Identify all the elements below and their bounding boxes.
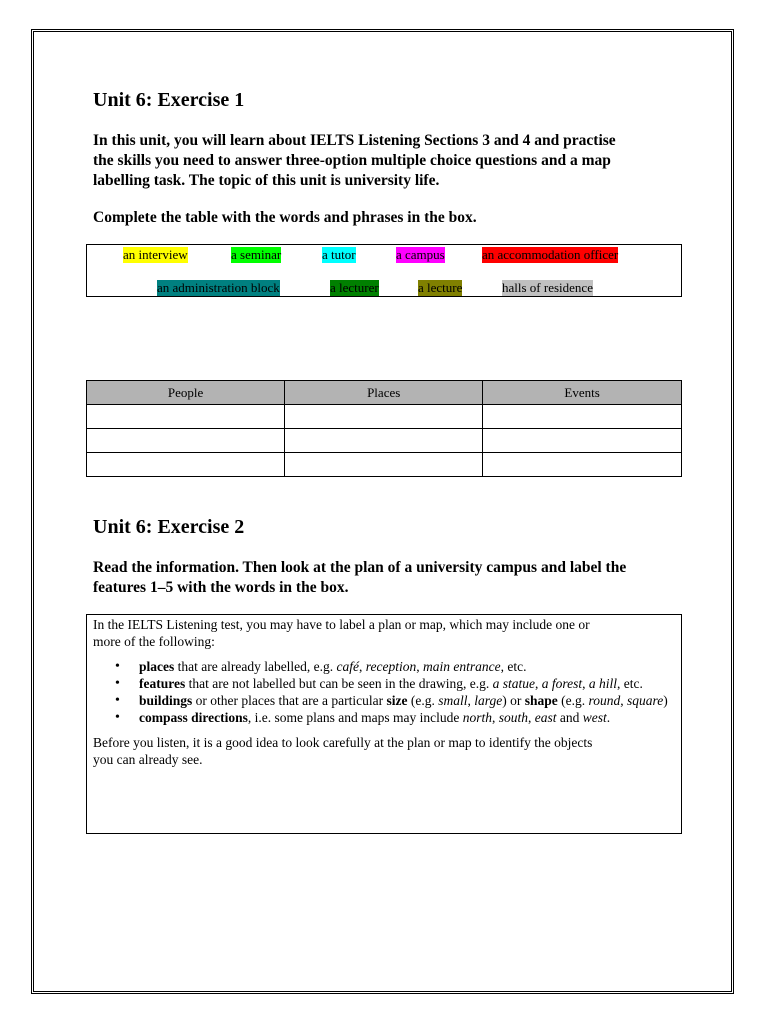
table-header-people: People xyxy=(87,381,285,405)
table-cell[interactable] xyxy=(483,453,682,477)
info-outro-line: you can already see. xyxy=(93,752,203,767)
word-chip: halls of residence xyxy=(502,280,593,295)
exercise-1-intro xyxy=(93,131,693,191)
table-header-row xyxy=(87,381,682,405)
info-bullet-list xyxy=(93,658,675,726)
bullet-places: • places that are already labelled, e.g. café, reception, main entrance, etc. xyxy=(139,658,675,675)
word-chip: a seminar xyxy=(231,247,282,262)
table-row xyxy=(87,405,682,429)
exercise-2-title: Unit 6: Exercise 2 xyxy=(93,516,245,538)
word-chip: a lecturer xyxy=(330,280,379,295)
info-intro-line: more of the following: xyxy=(93,634,215,649)
word-chip: an administration block xyxy=(157,280,280,295)
intro-line: labelling task. The topic of this unit is university life. xyxy=(93,172,440,189)
info-intro xyxy=(93,616,675,650)
info-outro xyxy=(93,734,675,768)
table-cell[interactable] xyxy=(285,429,483,453)
table-row xyxy=(87,453,682,477)
table-cell[interactable] xyxy=(87,453,285,477)
word-chip: a tutor xyxy=(322,247,356,262)
word-chip: a lecture xyxy=(418,280,463,295)
exercise-1-title: Unit 6: Exercise 1 xyxy=(93,89,245,111)
word-chip: an interview xyxy=(123,247,188,262)
table-cell[interactable] xyxy=(285,405,483,429)
bullet-compass: • compass directions, i.e. some plans and maps may include north, south, east and west. xyxy=(139,709,675,726)
info-outro-line: Before you listen, it is a good idea to look carefully at the plan or map to identify the objects xyxy=(93,735,593,750)
classification-table xyxy=(86,380,682,477)
instruction-line: features 1–5 with the words in the box. xyxy=(93,579,349,596)
word-chip: an accommodation officer xyxy=(482,247,619,262)
table-cell[interactable] xyxy=(87,429,285,453)
word-chip: a campus xyxy=(396,247,445,262)
table-cell[interactable] xyxy=(285,453,483,477)
instruction-line: Read the information. Then look at the plan of a university campus and label the xyxy=(93,559,627,576)
info-box xyxy=(86,614,682,834)
table-header-places: Places xyxy=(285,381,483,405)
table-row xyxy=(87,429,682,453)
table-cell[interactable] xyxy=(483,429,682,453)
intro-line: In this unit, you will learn about IELTS Listening Sections 3 and 4 and practise xyxy=(93,132,616,149)
bullet-buildings: • buildings or other places that are a particular size (e.g. small, large) or shape (e.g. round, square) xyxy=(139,692,675,709)
exercise-1-instruction: Complete the table with the words and phrases in the box. xyxy=(93,209,477,226)
intro-line: the skills you need to answer three-option multiple choice questions and a map xyxy=(93,152,611,169)
exercise-2-instruction xyxy=(93,558,693,598)
table-header-events: Events xyxy=(483,381,682,405)
info-intro-line: In the IELTS Listening test, you may have to label a plan or map, which may include one or xyxy=(93,617,590,632)
table-cell[interactable] xyxy=(87,405,285,429)
bullet-features: • features that are not labelled but can be seen in the drawing, e.g. a statue, a forest, a hill, etc. xyxy=(139,675,675,692)
word-box xyxy=(86,244,682,297)
table-cell[interactable] xyxy=(483,405,682,429)
